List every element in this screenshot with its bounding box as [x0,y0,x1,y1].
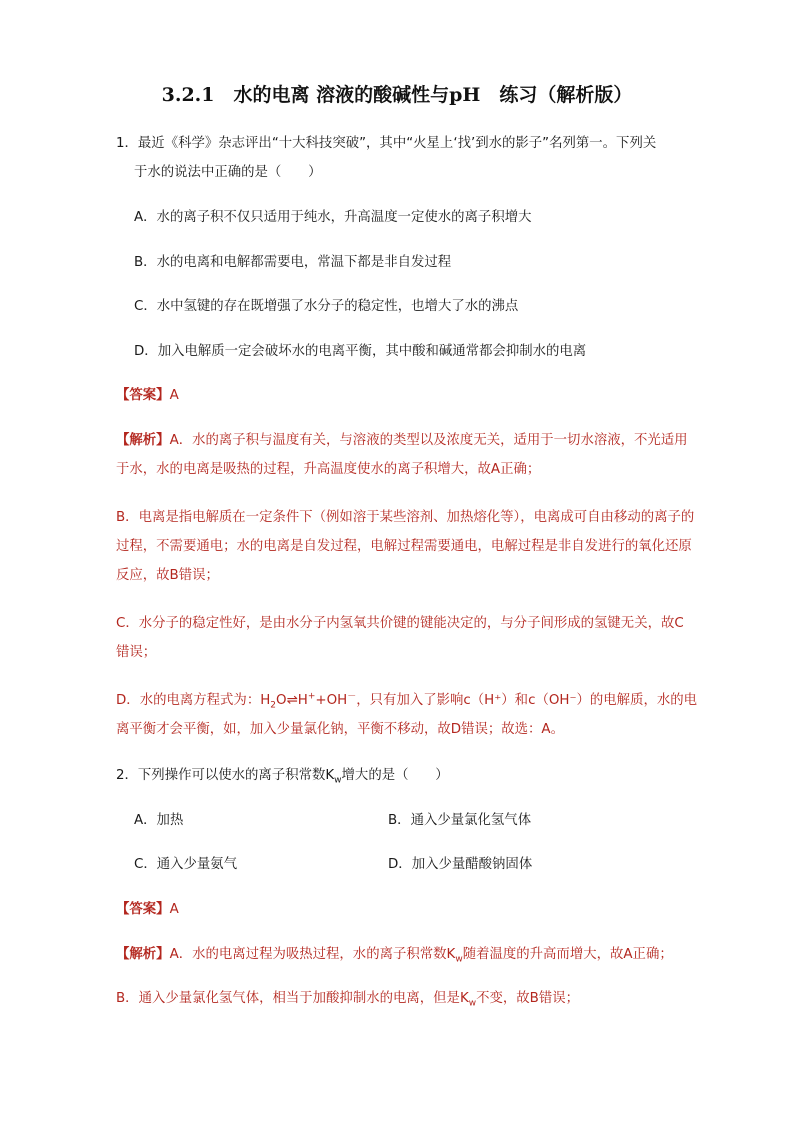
q2-answer [116,900,179,920]
q2-analysis-b-post: 不变，故B错误； [476,991,580,1006]
q1-analysis-d-sub: 2 [270,700,277,711]
q1-option-c: C．水中氢键的存在既增强了水分子的稳定性，也增大了水的沸点 [134,299,519,314]
q2-analysis-a-pre: A．水的电离过程为吸热过程，水的离子积常数K [169,947,456,962]
q2-option-b: B．通入少量氯化氢气体 [388,813,532,828]
q1-analysis-d-line-2: 离平衡才会平衡，如，加入少量氯化钠，平衡不移动，故D错误；故选：A。 [116,722,564,737]
q1-analysis-c-line-1: C．水分子的稳定性好，是由水分子内氢氧共价键的键能决定的，与分子间形成的氢键无关，故C [116,616,684,631]
q2-option-d: D．加入少量醋酸钠固体 [388,857,533,872]
q1-analysis-b-line-2: 过程，不需要通电；水的电离是自发过程，电解过程需要通电，电解过程是非自发进行的氧化还原 [116,539,692,554]
q1-analysis-d-pre: D．水的电离方程式为：H [116,693,271,708]
q1-analysis-a-line-1 [116,431,688,451]
q2-option-a: A．加热 [134,813,184,828]
q1-analysis-b-line-1: B．电离是指电解质在一定条件下（例如溶于某些溶剂、加热熔化等），电离成可自由移动的离子的 [116,510,695,525]
q1-analysis-d-oh: +OH [315,693,348,708]
q1-analysis-c-line-2: 错误； [116,645,157,660]
q2-option-c: C．通入少量氨气 [134,857,238,872]
q1-analysis-d-sup1: + [307,691,316,702]
q2-analysis-tag: 【解析】 [116,947,170,962]
q2-analysis-b-pre: B．通入少量氯化氢气体，相当于加酸抑制水的电离，但是K [116,991,469,1006]
q2-analysis-b-sub: w [468,998,477,1009]
q2-analysis-a-post: 随着温度的升高而增大，故A正确； [462,947,673,962]
q1-analysis-d-post: ，只有加入了影响c（H⁺）和c（OH⁻）的电解质，水的电 [356,693,698,708]
q2-answer-value: A [169,902,179,917]
q2-analysis-a [116,945,673,965]
q1-stem-line-2: 于水的说法中正确的是（ ） [134,165,322,180]
q2-analysis-a-sub: w [455,954,463,965]
q2-stem [116,766,449,786]
q2-answer-tag: 【答案】 [116,902,170,917]
q1-analysis-a-text-1: A．水的离子积与温度有关，与溶液的类型以及浓度无关，适用于一切水溶液，不光适用 [169,433,688,448]
q1-answer-value: A [169,388,179,403]
q1-answer-tag: 【答案】 [116,388,170,403]
q1-analysis-d-line-1 [116,691,697,711]
q1-analysis-d-mid: O⇌H [276,693,308,708]
q2-analysis-b [116,989,579,1009]
q1-option-a: A．水的离子积不仅只适用于纯水，升高温度一定使水的离子积增大 [134,210,532,225]
q1-analysis-d-sup2: － [347,691,357,702]
q2-stem-pre: 2．下列操作可以使水的离子积常数K [116,768,335,783]
q1-analysis-b-line-3: 反应，故B错误； [116,568,219,583]
q1-analysis-a-line-2: 于水，水的电离是吸热的过程，升高温度使水的离子积增大，故A正确； [116,462,541,477]
q1-analysis-tag: 【解析】 [116,433,170,448]
q2-stem-post: 增大的是（ ） [341,768,449,783]
q1-answer [116,386,179,406]
q2-stem-sub: w [334,775,342,786]
page-title: 3.2.1 水的电离 溶液的酸碱性与pH 练习（解析版） [161,84,633,106]
q1-stem-line-1: 1．最近《科学》杂志评出“十大科技突破”，其中“火星上‘找’到水的影子”名列第一。下列关 [116,136,657,151]
q1-option-d: D．加入电解质一定会破坏水的电离平衡，其中酸和碱通常都会抑制水的电离 [134,344,587,359]
q1-option-b: B．水的电离和电解都需要电，常温下都是非自发过程 [134,255,452,270]
